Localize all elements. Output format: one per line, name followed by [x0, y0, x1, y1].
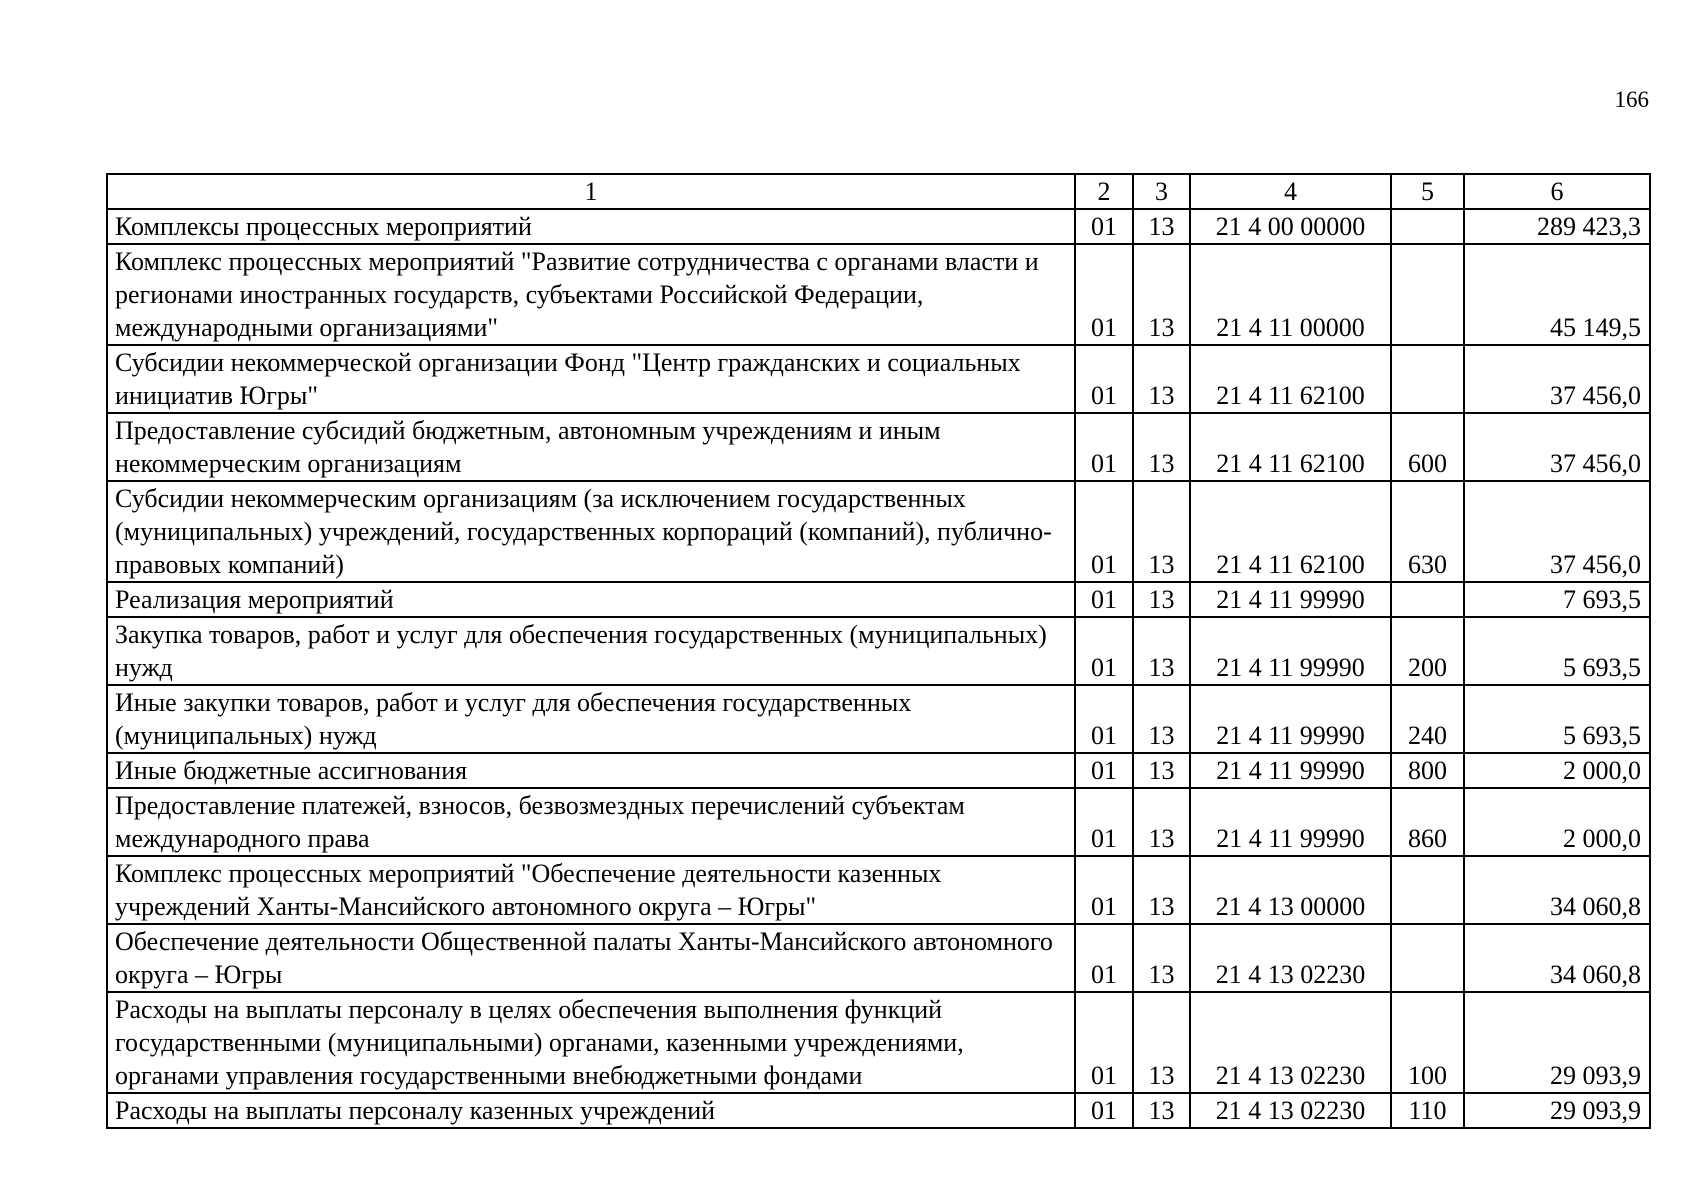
column-header: 3	[1133, 174, 1190, 209]
expense-type-code-cell	[1391, 244, 1464, 345]
expense-type-code-cell: 800	[1391, 753, 1464, 788]
amount-cell: 45 149,5	[1464, 244, 1650, 345]
subsection-code-cell: 13	[1133, 924, 1190, 992]
table-row	[107, 856, 1650, 924]
expense-type-code-cell	[1391, 209, 1464, 244]
row-name-cell: Субсидии некоммерческой организации Фонд "Центр гражданских и социальных инициатив Югры"	[107, 345, 1075, 413]
amount-cell: 34 060,8	[1464, 856, 1650, 924]
target-item-code-cell: 21 4 13 02230	[1190, 992, 1391, 1093]
subsection-code-cell: 13	[1133, 617, 1190, 685]
section-code-cell: 01	[1075, 617, 1133, 685]
target-item-code-cell: 21 4 13 02230	[1190, 924, 1391, 992]
row-name-cell: Комплекс процессных мероприятий "Обеспечение деятельности казенных учреждений Ханты-Мансийского автономного округа – Югры"	[107, 856, 1075, 924]
subsection-code-cell: 13	[1133, 753, 1190, 788]
target-item-code-cell: 21 4 11 62100	[1190, 413, 1391, 481]
section-code-cell: 01	[1075, 992, 1133, 1093]
amount-cell: 29 093,9	[1464, 1093, 1650, 1128]
column-header: 1	[107, 174, 1075, 209]
expense-type-code-cell: 240	[1391, 685, 1464, 753]
row-name-cell: Субсидии некоммерческим организациям (за исключением государственных (муниципальных) учреждений, государственных корпораций (компаний), публично-правовых компаний)	[107, 481, 1075, 582]
row-name-cell: Расходы на выплаты персоналу в целях обеспечения выполнения функций государственными (муниципальными) органами, казенными учреждениями, органами управления государственными внебюджетными фондами	[107, 992, 1075, 1093]
row-name-cell: Обеспечение деятельности Общественной палаты Ханты-Мансийского автономного округа – Югры	[107, 924, 1075, 992]
table-row	[107, 753, 1650, 788]
table-row	[107, 788, 1650, 856]
table-header-row	[107, 174, 1650, 209]
section-code-cell: 01	[1075, 753, 1133, 788]
expense-type-code-cell: 630	[1391, 481, 1464, 582]
amount-cell: 29 093,9	[1464, 992, 1650, 1093]
amount-cell: 289 423,3	[1464, 209, 1650, 244]
subsection-code-cell: 13	[1133, 244, 1190, 345]
table-row	[107, 209, 1650, 244]
subsection-code-cell: 13	[1133, 992, 1190, 1093]
table-row	[107, 481, 1650, 582]
subsection-code-cell: 13	[1133, 413, 1190, 481]
amount-cell: 2 000,0	[1464, 788, 1650, 856]
expense-type-code-cell: 860	[1391, 788, 1464, 856]
subsection-code-cell: 13	[1133, 209, 1190, 244]
section-code-cell: 01	[1075, 582, 1133, 617]
subsection-code-cell: 13	[1133, 481, 1190, 582]
section-code-cell: 01	[1075, 244, 1133, 345]
section-code-cell: 01	[1075, 345, 1133, 413]
table-row	[107, 413, 1650, 481]
subsection-code-cell: 13	[1133, 1093, 1190, 1128]
row-name-cell: Комплекс процессных мероприятий "Развитие сотрудничества с органами власти и регионами иностранных государств, субъектами Российской Федерации, международными организациями"	[107, 244, 1075, 345]
target-item-code-cell: 21 4 00 00000	[1190, 209, 1391, 244]
row-name-cell: Закупка товаров, работ и услуг для обеспечения государственных (муниципальных) нужд	[107, 617, 1075, 685]
target-item-code-cell: 21 4 11 99990	[1190, 617, 1391, 685]
expense-type-code-cell: 100	[1391, 992, 1464, 1093]
amount-cell: 5 693,5	[1464, 617, 1650, 685]
target-item-code-cell: 21 4 11 00000	[1190, 244, 1391, 345]
row-name-cell: Реализация мероприятий	[107, 582, 1075, 617]
section-code-cell: 01	[1075, 481, 1133, 582]
target-item-code-cell: 21 4 11 99990	[1190, 753, 1391, 788]
table-row	[107, 924, 1650, 992]
target-item-code-cell: 21 4 11 62100	[1190, 481, 1391, 582]
row-name-cell: Комплексы процессных мероприятий	[107, 209, 1075, 244]
column-header: 5	[1391, 174, 1464, 209]
section-code-cell: 01	[1075, 209, 1133, 244]
table-row	[107, 685, 1650, 753]
expense-type-code-cell: 110	[1391, 1093, 1464, 1128]
target-item-code-cell: 21 4 11 99990	[1190, 582, 1391, 617]
amount-cell: 7 693,5	[1464, 582, 1650, 617]
table-row	[107, 992, 1650, 1093]
table-row	[107, 1093, 1650, 1128]
amount-cell: 2 000,0	[1464, 753, 1650, 788]
table-row	[107, 582, 1650, 617]
target-item-code-cell: 21 4 11 62100	[1190, 345, 1391, 413]
subsection-code-cell: 13	[1133, 685, 1190, 753]
section-code-cell: 01	[1075, 1093, 1133, 1128]
row-name-cell: Расходы на выплаты персоналу казенных учреждений	[107, 1093, 1075, 1128]
target-item-code-cell: 21 4 13 02230	[1190, 1093, 1391, 1128]
expense-type-code-cell: 200	[1391, 617, 1464, 685]
amount-cell: 37 456,0	[1464, 345, 1650, 413]
column-header: 4	[1190, 174, 1391, 209]
row-name-cell: Предоставление субсидий бюджетным, автономным учреждениям и иным некоммерческим организациям	[107, 413, 1075, 481]
section-code-cell: 01	[1075, 788, 1133, 856]
budget-table	[106, 173, 1651, 1129]
column-header: 2	[1075, 174, 1133, 209]
table-row	[107, 345, 1650, 413]
target-item-code-cell: 21 4 11 99990	[1190, 788, 1391, 856]
amount-cell: 37 456,0	[1464, 481, 1650, 582]
section-code-cell: 01	[1075, 924, 1133, 992]
amount-cell: 37 456,0	[1464, 413, 1650, 481]
column-header: 6	[1464, 174, 1650, 209]
section-code-cell: 01	[1075, 685, 1133, 753]
table-row	[107, 244, 1650, 345]
expense-type-code-cell: 600	[1391, 413, 1464, 481]
subsection-code-cell: 13	[1133, 582, 1190, 617]
page-number: 166	[1614, 87, 1649, 112]
row-name-cell: Иные закупки товаров, работ и услуг для обеспечения государственных (муниципальных) нужд	[107, 685, 1075, 753]
expense-type-code-cell	[1391, 345, 1464, 413]
amount-cell: 5 693,5	[1464, 685, 1650, 753]
expense-type-code-cell	[1391, 582, 1464, 617]
subsection-code-cell: 13	[1133, 856, 1190, 924]
row-name-cell: Предоставление платежей, взносов, безвозмездных перечислений субъектам международного права	[107, 788, 1075, 856]
subsection-code-cell: 13	[1133, 788, 1190, 856]
expense-type-code-cell	[1391, 924, 1464, 992]
target-item-code-cell: 21 4 11 99990	[1190, 685, 1391, 753]
row-name-cell: Иные бюджетные ассигнования	[107, 753, 1075, 788]
subsection-code-cell: 13	[1133, 345, 1190, 413]
section-code-cell: 01	[1075, 856, 1133, 924]
table-row	[107, 617, 1650, 685]
expense-type-code-cell	[1391, 856, 1464, 924]
section-code-cell: 01	[1075, 413, 1133, 481]
target-item-code-cell: 21 4 13 00000	[1190, 856, 1391, 924]
amount-cell: 34 060,8	[1464, 924, 1650, 992]
